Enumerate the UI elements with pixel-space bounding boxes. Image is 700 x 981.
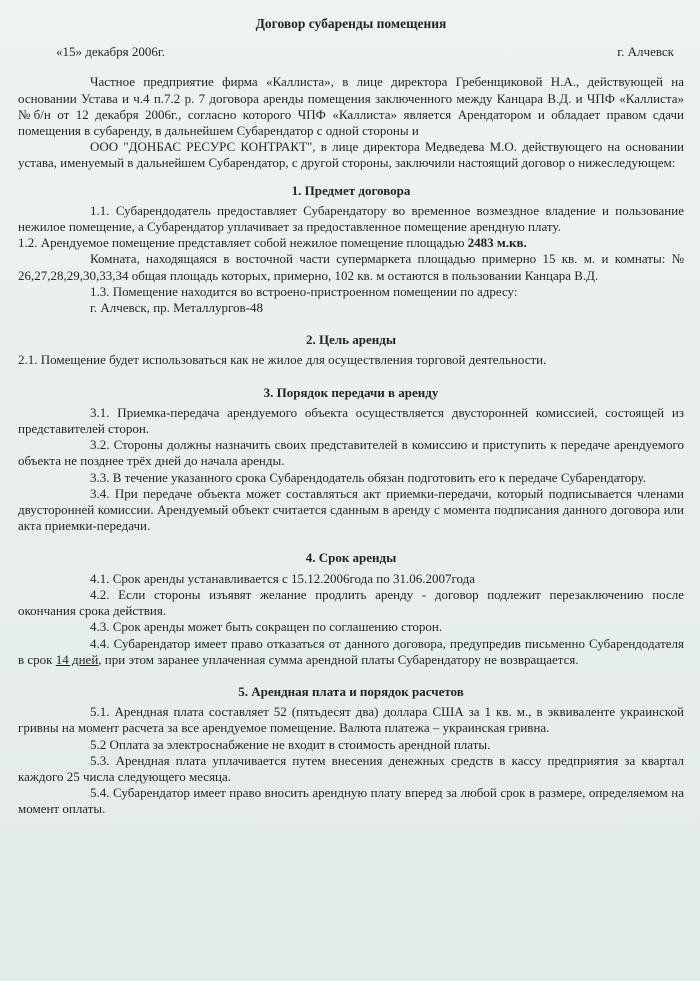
clause-1-2-detail: Комната, находящаяся в восточной части супермаркета площадью примерно 15 кв. м. и комнаты: № 26,27,28,29,30,33,34 общая площадь которых, примерно, 102 кв. м остаются в пользовании Канцара В.Д. [18, 251, 684, 283]
clause-3-4: 3.4. При передаче объекта может составляться акт приемки-передачи, который подписывается членами двусторонней комиссии. Арендуемый объект считается сданным в аренду с момента подписания данного договора или акта приемки-передачи. [18, 485, 684, 534]
clause-4-2: 4.2. Если стороны изъявят желание продлить аренду - договор подлежит перезаключению после окончания срока действия. [18, 586, 684, 619]
section-1-title: 1. Предмет договора [291, 182, 411, 198]
clause-5-2: 5.2 Оплата за электроснабжение не входит в стоимость арендной платы. [90, 736, 491, 752]
section-5-title: 5. Арендная плата и порядок расчетов [238, 683, 464, 699]
clause-5-4: 5.4. Субарендатор имеет право вносить арендную плату вперед за любой срок в размере, определяемом на момент оплаты. [18, 785, 684, 817]
clause-5-1: 5.1. Арендная плата составляет 52 (пятьдесят два) доллара США за 1 кв. м., в эквиваленте украинской гривны на момент расчета за все арендуемое помещение. Валюта платежа – украинская гривна. [18, 704, 684, 736]
preamble-party-2: ООО "ДОНБАС РЕСУРС КОНТРАКТ", в лице директора Медведева М.О. действующего на основании устава, именуемый в дальнейшем Субарендатор, с другой стороны, заключили настоящий договор о нижеследующем: [18, 139, 684, 171]
clause-1-3: 1.3. Помещение находится во встроено-пристроенном помещении по адресу: [90, 283, 518, 299]
section-4-title: 4. Срок аренды [305, 550, 397, 566]
date-line [56, 44, 674, 60]
contract-city: г. Алчевск [617, 44, 674, 60]
clause-4-1: 4.1. Срок аренды устанавливается с 15.12.2006года по 31.06.2007года [90, 570, 475, 586]
clause-4-4-text: 4.4. Субарендатор имеет право отказаться от данного договора, предупредив письменно Субарендодателя в срок [18, 635, 684, 667]
clause-1-1: 1.1. Субарендодатель предоставляет Субарендатору во временное возмездное владение и пользование нежилое помещение, а Субарендатор уплачивает за предоставленное помещение арендную плату. [18, 202, 684, 235]
clause-3-2: 3.2. Стороны должны назначить своих представителей в комиссию и приступить к передаче арендуемого объекта не позднее трёх дней до начала аренды. [18, 437, 684, 469]
document-title: Договор субаренды помещения [255, 16, 447, 31]
clause-1-2 [18, 235, 684, 251]
clause-3-1: 3.1. Приемка-передача арендуемого объекта осуществляется двусторонней комиссией, состоящей из представителей сторон. [18, 404, 684, 437]
preamble-party-1: Частное предприятие фирма «Каллиста», в лице директора Гребенщиковой Н.А., действующей на основании Устава и ч.4 п.7.2 р. 7 договора аренды помещения заключенного между Канцара В.Д. и ЧПФ «Каллиста» №б/н от 12 декабря 2006г., согласно которого ЧПФ «Каллиста» является Арендатором и обладает правом сдачи помещения в субаренду, в дальнейшем Субарендатор с одной стороны и [18, 74, 684, 139]
notice-period: 14 дней [55, 651, 99, 667]
clause-4-4 [18, 636, 684, 668]
area-value: 2483 м.кв. [467, 235, 527, 251]
clause-2-1: 2.1. Помещение будет использоваться как не жилое для осуществления торговой деятельности. [18, 352, 547, 368]
clause-4-4-rest: , при этом заранее уплаченная сумма арендной платы Субарендатору не возвращается. [98, 651, 579, 667]
contract-date: «15» декабря 2006г. [56, 44, 165, 60]
clause-3-3: 3.3. В течение указанного срока Субарендодатель обязан подготовить его к передаче Субарендатору. [90, 469, 646, 485]
clause-1-2-text: 1.2. Арендуемое помещение представляет собой нежилое помещение площадью [18, 235, 468, 251]
clause-5-3: 5.3. Арендная плата уплачивается путем внесения денежных средств в кассу предприятия за квартал каждого 25 числа следующего месяца. [18, 752, 684, 784]
clause-4-3: 4.3. Срок аренды может быть сокращен по соглашению сторон. [90, 619, 443, 635]
premises-address: г. Алчевск, пр. Металлургов-48 [90, 300, 263, 316]
section-2-title: 2. Цель аренды [305, 332, 397, 348]
section-3-title: 3. Порядок передачи в аренду [263, 384, 439, 400]
